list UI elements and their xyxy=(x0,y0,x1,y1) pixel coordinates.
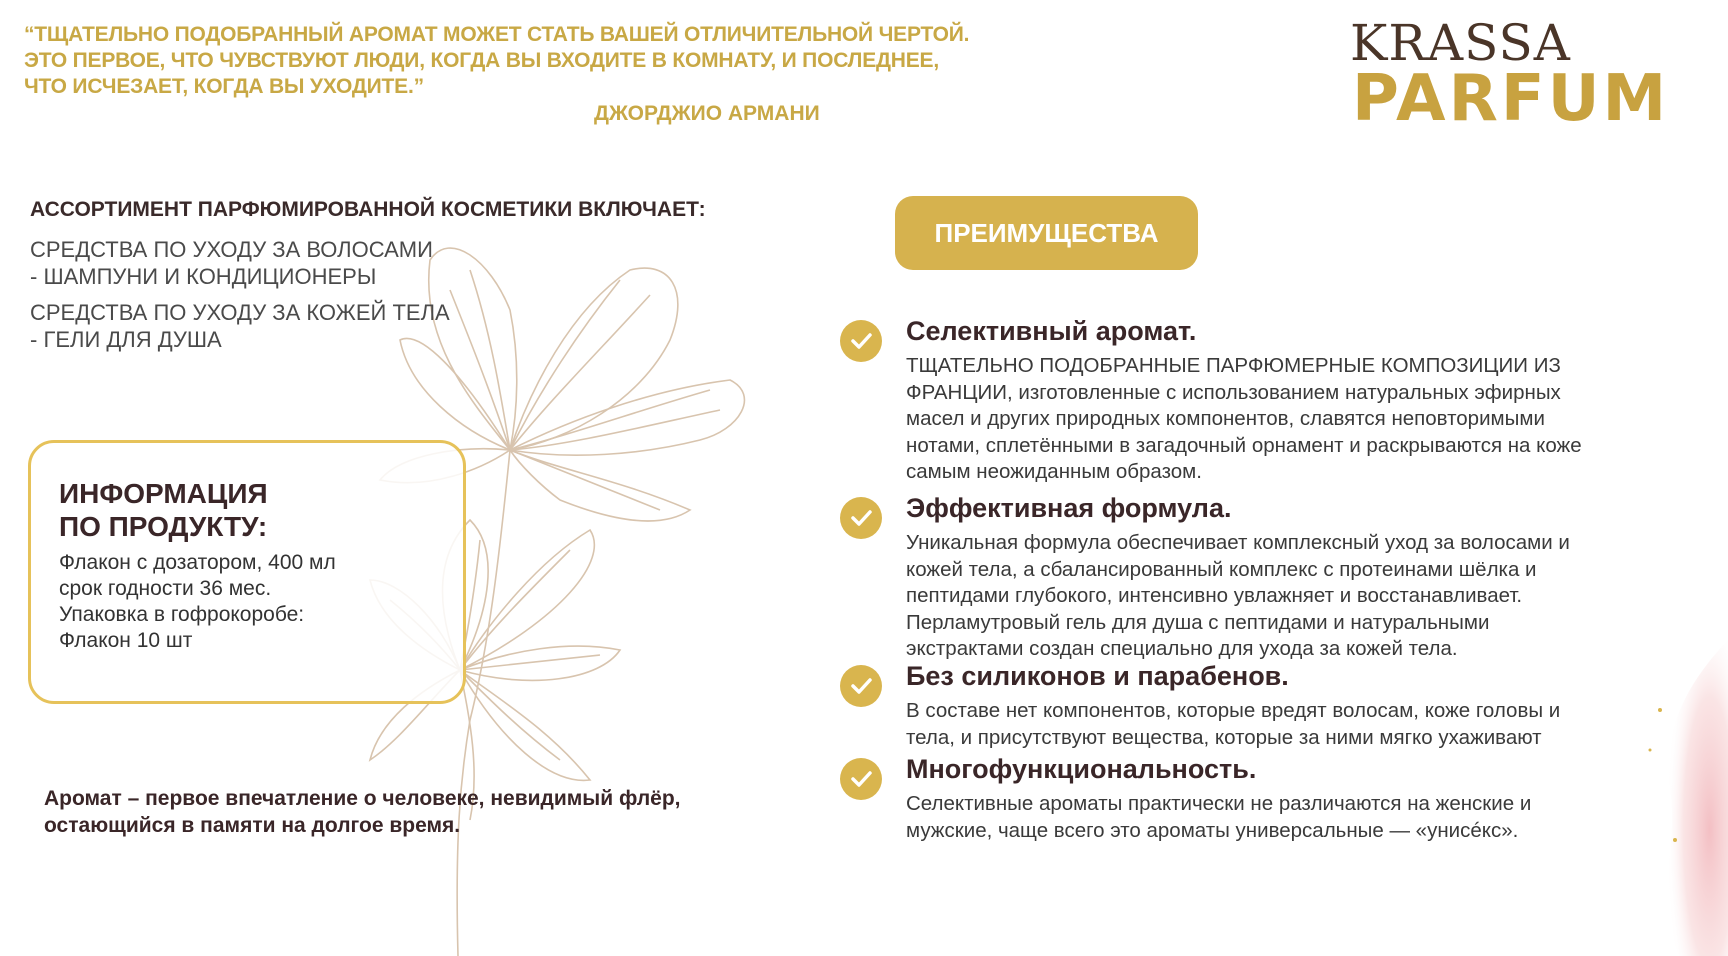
product-info-line: Упаковка в гофрокоробе: xyxy=(59,603,305,626)
product-info-title xyxy=(59,477,268,543)
product-info-line: Флакон с дозатором, 400 мл xyxy=(59,551,336,574)
advantage-title: Без силиконов и парабенов. xyxy=(906,661,1289,691)
check-icon xyxy=(840,497,882,539)
advantage-text-line: пептидами глубокого, интенсивно увлажняет и восстанавливает. xyxy=(906,584,1523,607)
advantage-text-line: Перламутровый гель для душа с пептидами и натуральными xyxy=(906,610,1490,634)
product-info-title-line: ПО ПРОДУКТУ: xyxy=(59,511,268,542)
advantage-text-line: Селективные ароматы практически не различаются на женские и xyxy=(906,792,1532,815)
assortment-item xyxy=(30,299,450,353)
aroma-note-line: остающийся в памяти на долгое время. xyxy=(44,814,461,837)
quote-line: “ТЩАТЕЛЬНО ПОДОБРАННЫЙ АРОМАТ МОЖЕТ СТАТЬ ВАШЕЙ ОТЛИЧИТЕЛЬНОЙ ЧЕРТОЙ. xyxy=(24,23,970,46)
advantage-text-line: тела, и присутствуют вещества, которые за ними мягко ухаживают xyxy=(906,725,1542,749)
assortment-item xyxy=(30,236,433,290)
advantages-button[interactable]: ПРЕИМУЩЕСТВА xyxy=(895,196,1198,270)
advantage-text xyxy=(906,791,1531,844)
advantage-text xyxy=(906,353,1582,486)
assortment-title: АССОРТИМЕНТ ПАРФЮМИРОВАННОЙ КОСМЕТИКИ ВКЛЮЧАЕТ: xyxy=(30,198,706,221)
advantage-text-line: мужские, чаще всего это ароматы универсальные — «унисéкс». xyxy=(906,818,1519,842)
advantage-text-line: ТЩАТЕЛЬНО ПОДОБРАННЫЕ ПАРФЮМЕРНЫЕ КОМПОЗИЦИИ ИЗ xyxy=(906,354,1561,377)
aroma-note-line: Аромат – первое впечатление о человеке, невидимый флёр, xyxy=(44,787,681,810)
quote-author: ДЖОРДЖИО АРМАНИ xyxy=(594,102,820,125)
aroma-note xyxy=(44,785,681,839)
watercolor-accent xyxy=(1620,640,1728,956)
advantage-text-line: самым неожиданным образом. xyxy=(906,460,1202,483)
advantage-text-line: ФРАНЦИИ, изготовленные с использованием натуральных эфирных xyxy=(906,380,1561,404)
quote-line: ЧТО ИСЧЕЗАЕТ, КОГДА ВЫ УХОДИТЕ.” xyxy=(24,75,424,98)
product-info-line: Флакон 10 шт xyxy=(59,629,193,652)
quote-text xyxy=(24,22,1024,100)
advantage-text-line: В составе нет компонентов, которые вредят волосам, коже головы и xyxy=(906,699,1561,722)
brand-logo xyxy=(1350,14,1670,136)
product-info-box xyxy=(28,440,466,704)
logo-krassa: KRASSA xyxy=(1350,14,1571,72)
advantage-text xyxy=(906,698,1560,751)
check-icon xyxy=(840,320,882,362)
advantage-text-line: масел и других природных компонентов, славятся неповторимыми xyxy=(906,407,1545,430)
logo-parfum: PARFUM xyxy=(1352,62,1670,136)
check-icon xyxy=(840,665,882,707)
advantage-title: Многофункциональность. xyxy=(906,754,1257,784)
assortment-item-line: - ГЕЛИ ДЛЯ ДУША xyxy=(30,327,222,352)
advantage-text xyxy=(906,530,1570,663)
advantage-text-line: Уникальная формула обеспечивает комплексный уход за волосами и xyxy=(906,531,1570,554)
advantage-title: Эффективная формула. xyxy=(906,493,1232,523)
check-icon xyxy=(840,758,882,800)
product-info-line: срок годности 36 мес. xyxy=(59,577,272,600)
product-info-details xyxy=(59,550,336,654)
assortment-item-line: - ШАМПУНИ И КОНДИЦИОНЕРЫ xyxy=(30,264,377,289)
advantage-text-line: кожей тела, а сбалансированный комплекс с протеинами шёлка и xyxy=(906,557,1537,581)
product-info-title-line: ИНФОРМАЦИЯ xyxy=(59,478,268,509)
advantage-title: Селективный аромат. xyxy=(906,316,1197,346)
assortment-item-line: СРЕДСТВА ПО УХОДУ ЗА ВОЛОСАМИ xyxy=(30,237,433,262)
quote-line: ЭТО ПЕРВОЕ, ЧТО ЧУВСТВУЮТ ЛЮДИ, КОГДА ВЫ ВХОДИТЕ В КОМНАТУ, И ПОСЛЕДНЕЕ, xyxy=(24,49,939,72)
advantage-text-line: экстрактами создан специально для ухода за кожей тела. xyxy=(906,637,1458,660)
assortment-item-line: СРЕДСТВА ПО УХОДУ ЗА КОЖЕЙ ТЕЛА xyxy=(30,300,450,325)
advantage-text-line: нотами, сплетёнными в загадочный орнамент и раскрываются на коже xyxy=(906,433,1582,457)
